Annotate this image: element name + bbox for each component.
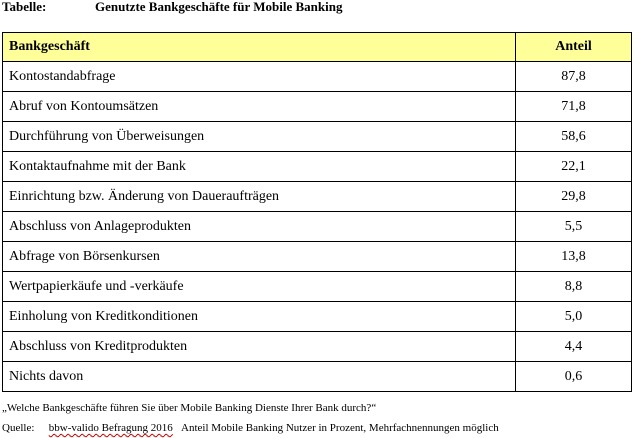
row-share: 13,8: [516, 242, 632, 272]
table-row: [3, 272, 632, 302]
source-note-text: Anteil Mobile Banking Nutzer in Prozent, Mehrfachnennungen möglich: [181, 422, 499, 434]
row-item: Einrichtung bzw. Änderung von Daueraufträgen: [3, 182, 516, 212]
row-item: Einholung von Kreditkonditionen: [3, 302, 516, 332]
row-item: Durchführung von Überweisungen: [3, 122, 516, 152]
table-row: [3, 332, 632, 362]
row-item: Kontostandabfrage: [3, 62, 516, 92]
row-share: 58,6: [516, 122, 632, 152]
row-share: 87,8: [516, 62, 632, 92]
table-heading: Genutzte Bankgeschäfte für Mobile Banking: [95, 0, 343, 14]
source-line: [2, 422, 499, 435]
table-row: [3, 62, 632, 92]
table-row: [3, 182, 632, 212]
table-row: [3, 92, 632, 122]
table-row: [3, 242, 632, 272]
column-header-share: Anteil: [516, 33, 632, 62]
row-item: Nichts davon: [3, 362, 516, 392]
row-item: Abschluss von Anlageprodukten: [3, 212, 516, 242]
banking-table: [2, 32, 632, 392]
row-share: 22,1: [516, 152, 632, 182]
row-share: 5,5: [516, 212, 632, 242]
row-share: 0,6: [516, 362, 632, 392]
table-row: [3, 362, 632, 392]
table-row: [3, 302, 632, 332]
survey-question: „Welche Bankgeschäfte führen Sie über Mobile Banking Dienste Ihrer Bank durch?“: [2, 402, 377, 414]
row-share: 5,0: [516, 302, 632, 332]
source-survey: bbw-valido Befragung 2016: [48, 422, 173, 434]
table-row: [3, 212, 632, 242]
source-label: Quelle:: [2, 422, 35, 434]
row-item: Abfrage von Börsenkursen: [3, 242, 516, 272]
row-share: 4,4: [516, 332, 632, 362]
row-share: 71,8: [516, 92, 632, 122]
table-label: Tabelle:: [2, 0, 47, 14]
table-header-row: [3, 33, 632, 62]
table-row: [3, 122, 632, 152]
row-item: Kontaktaufnahme mit der Bank: [3, 152, 516, 182]
table-row: [3, 152, 632, 182]
row-share: 29,8: [516, 182, 632, 212]
row-share: 8,8: [516, 272, 632, 302]
row-item: Abruf von Kontoumsätzen: [3, 92, 516, 122]
row-item: Wertpapierkäufe und -verkäufe: [3, 272, 516, 302]
source-note: [176, 422, 499, 434]
row-item: Abschluss von Kreditprodukten: [3, 332, 516, 362]
column-header-item: Bankgeschäft: [3, 33, 516, 62]
